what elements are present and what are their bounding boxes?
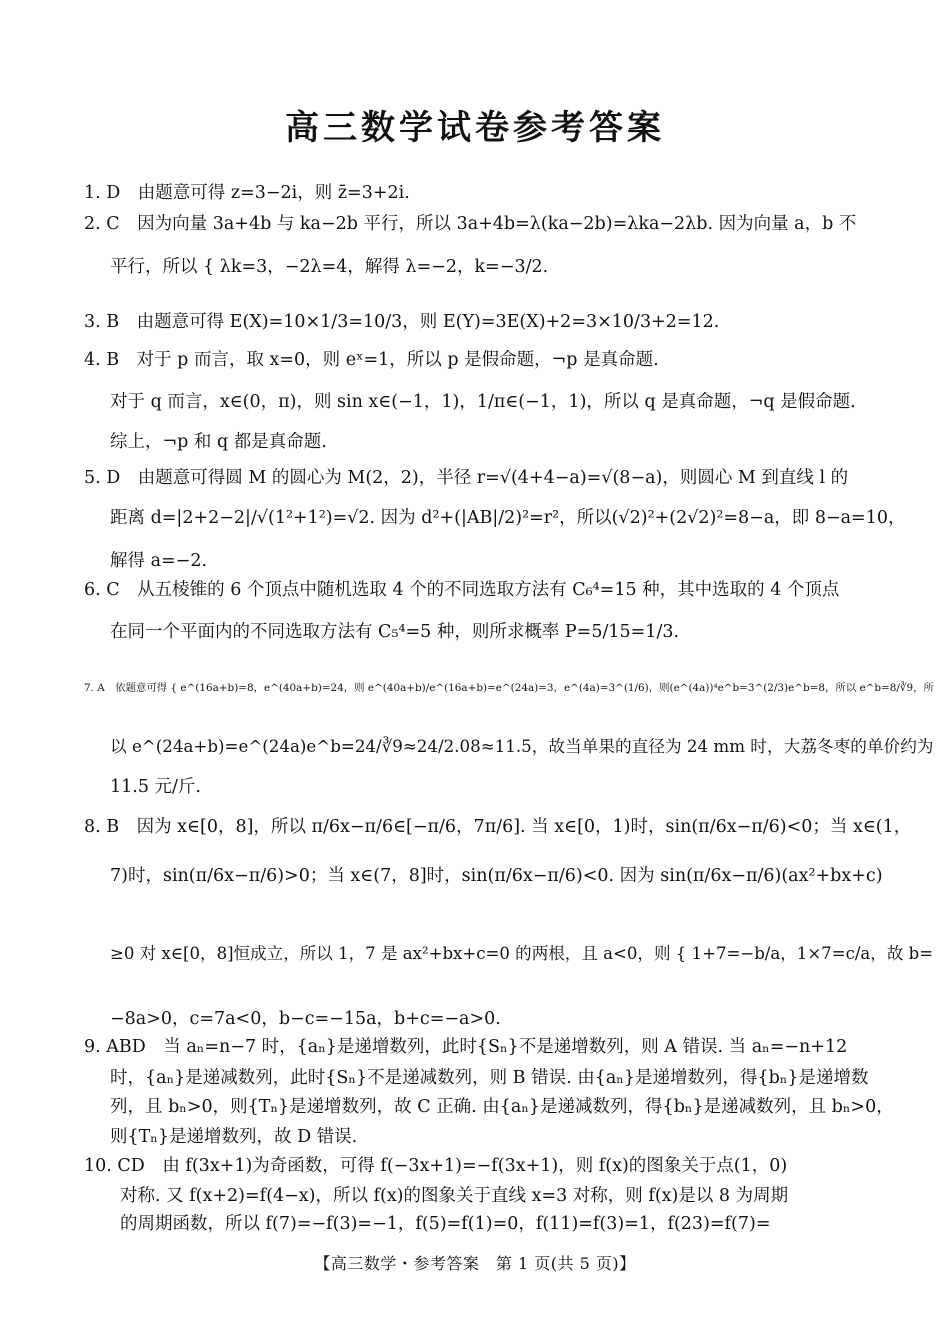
answer-line-26: 的周期函数，所以 f(7)=−f(3)=−1，f(5)=f(1)=0，f(11)=f(3)=1，f(23)=f(7)= xyxy=(120,1214,771,1234)
answer-line-22: 列，且 bₙ>0，则{Tₙ}是递增数列，故 C 正确. 由{aₙ}是递减数列，得{bₙ}是递减数列，且 bₙ>0， xyxy=(110,1097,894,1117)
page-footer: 【高三数学・参考答案 第 1 页(共 5 页)】 xyxy=(314,1254,636,1273)
answer-line-5: 4. B 对于 p 而言，取 x=0，则 eˣ=1，所以 p 是假命题，¬p 是真命题. xyxy=(84,350,659,370)
answer-line-8: 5. D 由题意可得圆 M 的圆心为 M(2，2)，半径 r=√(4+4−a)=√(8−a)，则圆心 M 到直线 l 的 xyxy=(84,468,849,488)
answer-line-13: 7. A 依题意可得 { e^(16a+b)=8，e^(40a+b)=24，则 e^(40a+b)/e^(16a+b)=e^(24a)=3，e^(4a)=3^(1/6)，则(e^(4a))⁴e^b=3^(2/3)e^b=8，所以 e^b=8/∛9，所 xyxy=(84,682,934,694)
answer-line-12: 在同一个平面内的不同选取方法有 C₅⁴=5 种，则所求概率 P=5/15=1/3. xyxy=(110,622,680,642)
answer-line-23: 则{Tₙ}是递增数列，故 D 错误. xyxy=(110,1127,358,1147)
answer-line-16: 8. B 因为 x∈[0，8]，所以 π/6x−π/6∈[−π/6，7π/6]. 当 x∈[0，1)时，sin(π/6x−π/6)<0；当 x∈(1， xyxy=(84,817,912,837)
answer-line-6: 对于 q 而言，x∈(0，π)，则 sin x∈(−1，1)，1/π∈(−1，1)，所以 q 是真命题，¬q 是假命题. xyxy=(110,392,856,412)
page-title: 高三数学试卷参考答案 xyxy=(285,108,665,148)
answer-line-19: −8a>0，c=7a<0，b−c=−15a，b+c=−a>0. xyxy=(110,1009,501,1029)
answer-line-24: 10. CD 由 f(3x+1)为奇函数，可得 f(−3x+1)=−f(3x+1)，则 f(x)的图象关于点(1，0) xyxy=(84,1156,788,1176)
answer-line-18: ≥0 对 x∈[0，8]恒成立，所以 1，7 是 ax²+bx+c=0 的两根，且 a<0，则 { 1+7=−b/a，1×7=c/a，故 b= xyxy=(110,944,934,963)
answer-line-2: 2. C 因为向量 3a+4b 与 ka−2b 平行，所以 3a+4b=λ(ka−2b)=λka−2λb. 因为向量 a，b 不 xyxy=(84,214,857,234)
answer-line-10: 解得 a=−2. xyxy=(110,551,208,571)
answer-line-21: 时，{aₙ}是递减数列，此时{Sₙ}不是递减数列，则 B 错误. 由{aₙ}是递增数列，得{bₙ}是递增数 xyxy=(110,1068,869,1088)
answer-line-25: 对称. 又 f(x+2)=f(4−x)，所以 f(x)的图象关于直线 x=3 对称，则 f(x)是以 8 为周期 xyxy=(120,1186,789,1206)
answer-line-17: 7)时，sin(π/6x−π/6)>0；当 x∈(7，8]时，sin(π/6x−π/6)<0. 因为 sin(π/6x−π/6)(ax²+bx+c) xyxy=(110,866,883,886)
answer-line-4: 3. B 由题意可得 E(X)=10×1/3=10/3，则 E(Y)=3E(X)+2=3×10/3+2=12. xyxy=(84,312,720,332)
answer-line-3: 平行，所以 { λk=3，−2λ=4，解得 λ=−2，k=−3/2. xyxy=(110,257,549,277)
answer-line-7: 综上，¬p 和 q 都是真命题. xyxy=(110,432,327,452)
answer-line-15: 11.5 元/斤. xyxy=(110,777,201,797)
answer-line-9: 距离 d=|2+2−2|/√(1²+1²)=√2. 因为 d²+(|AB|/2)²=r²，所以(√2)²+(2√2)²=8−a，即 8−a=10， xyxy=(110,508,906,528)
answer-line-11: 6. C 从五棱锥的 6 个顶点中随机选取 4 个的不同选取方法有 C₆⁴=15 种，其中选取的 4 个顶点 xyxy=(84,580,840,600)
answer-line-14: 以 e^(24a+b)=e^(24a)e^b=24/∛9≈24/2.08≈11.5，故当单果的直径为 24 mm 时，大荔冬枣的单价约为 xyxy=(110,737,934,756)
answer-line-20: 9. ABD 当 aₙ=n−7 时，{aₙ}是递增数列，此时{Sₙ}不是递增数列，则 A 错误. 当 aₙ=−n+12 xyxy=(84,1037,848,1057)
answer-line-1: 1. D 由题意可得 z=3−2i，则 z̄=3+2i. xyxy=(84,183,410,203)
